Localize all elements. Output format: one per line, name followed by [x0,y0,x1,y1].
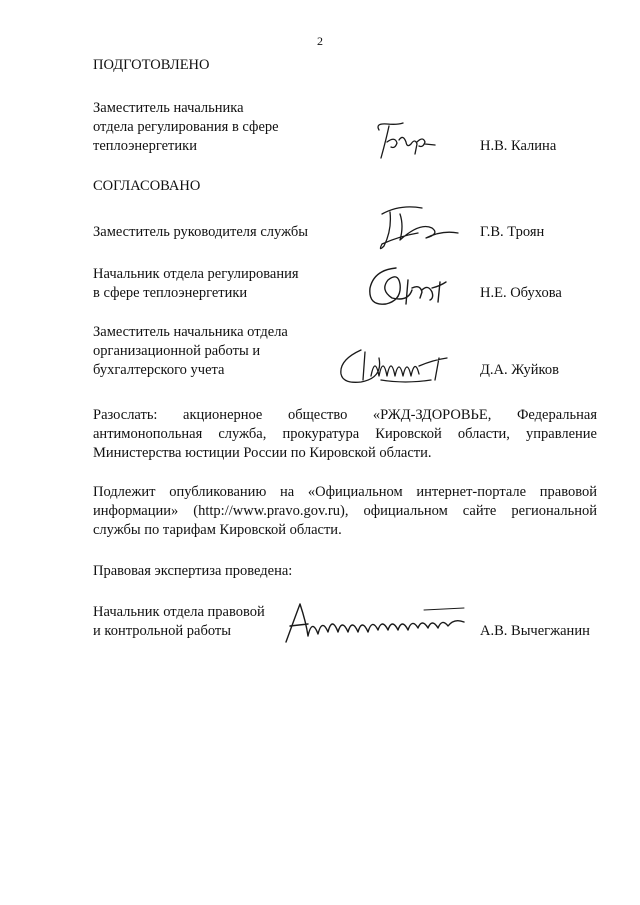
position-line: Заместитель руководителя службы [93,224,309,240]
signature-vychegzhanin-icon [278,596,478,648]
signature-obukhova-icon [362,258,462,316]
prepared-position [93,99,279,156]
prepared-name: Н.В. Калина [480,138,557,154]
distribution-paragraph: Разослать: акционерное общество «РЖД-ЗДОРОВЬЕ, Федеральная антимонопольная служба, прокуратура Кировской области, управление Министерства юстиции России по Кировской области. [93,407,597,461]
legal-review-statement: Правовая экспертиза проведена: [93,563,293,579]
signer-name: Д.А. Жуйков [480,362,559,378]
position-line: теплоэнергетики [93,138,197,154]
signature-troyan-icon [370,200,465,255]
legal-review-position [93,603,265,641]
signer-position [93,265,299,303]
signer-position [93,223,308,242]
position-line: в сфере теплоэнергетики [93,285,248,301]
position-line: Начальник отдела регулирования [93,266,299,282]
position-line: бухгалтерского учета [93,362,225,378]
position-line: Начальник отдела правовой [93,604,265,620]
position-line: организационной работы и [93,343,261,359]
page-number: 2 [317,34,323,48]
legal-review-name: А.В. Вычегжанин [480,623,590,639]
prepared-heading: ПОДГОТОВЛЕНО [93,57,210,73]
signer-position [93,323,288,380]
signer-name: Н.Е. Обухова [480,285,562,301]
publication-paragraph: Подлежит опубликованию на «Официальном интернет-портале правовой информации» (http://www.pravo.gov.ru), официальном сайте региональной службы по тарифам Кировской области. [93,484,597,538]
signature-kalina-icon [365,118,445,168]
position-line: Заместитель начальника отдела [93,324,288,340]
position-line: и контрольной работы [93,623,231,639]
position-line: отдела регулирования в сфере [93,119,279,135]
position-line: Заместитель начальника [93,100,244,116]
agreed-heading: СОГЛАСОВАНО [93,178,201,194]
signer-name: Г.В. Троян [480,224,545,240]
signature-zhuykov-icon [335,336,455,394]
